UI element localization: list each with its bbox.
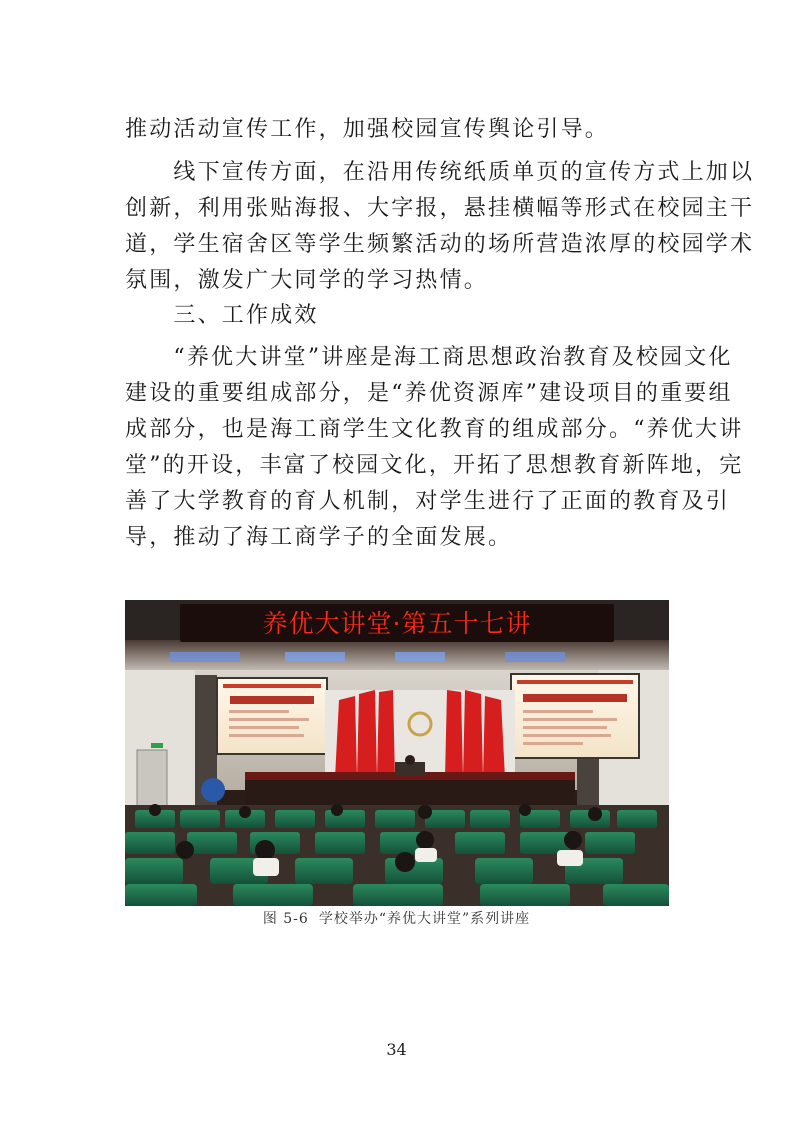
text-line: 建设的重要组成部分，是“养优资源库”建设项目的重要组 (125, 381, 733, 406)
text-line: 成部分，也是海工商学生文化教育的组成部分。“养优大讲 (125, 417, 744, 442)
lecture-hall-photo (125, 600, 669, 906)
text-line: 推动活动宣传工作，加强校园宣传舆论引导。 (125, 117, 610, 142)
paragraph (125, 112, 673, 148)
text-line: “养优大讲堂”讲座是海工商思想政治教育及校园文化 (125, 345, 733, 370)
text-line: 导，推动了海工商学子的全面发展。 (125, 525, 513, 550)
lecture-hall-illustration (125, 600, 669, 906)
text-line: 创新，利用张贴海报、大字报，悬挂横幅等形式在校园主干 (125, 196, 755, 221)
paragraph (125, 340, 744, 556)
banner-text: 养优大讲堂·第五十七讲 (262, 609, 532, 638)
text-line: 三、工作成效 (125, 303, 319, 328)
section-heading (125, 298, 673, 334)
text-line: 善了大学教育的育人机制，对学生进行了正面的教育及引 (125, 489, 731, 514)
emblem-icon (201, 778, 225, 802)
text-line: 氛围，激发广大同学的学习热情。 (125, 268, 489, 293)
page-number: 34 (386, 1040, 407, 1059)
figure-caption (0, 908, 793, 928)
text-line: 堂”的开设，丰富了校园文化，开拓了思想教育新阵地，完 (125, 453, 744, 478)
paragraph (125, 155, 755, 299)
figure-number: 图 5-6 (262, 911, 309, 927)
caption-text: 学校举办“养优大讲堂”系列讲座 (318, 911, 531, 927)
text-line: 道，学生宿舍区等学生频繁活动的场所营造浓厚的校园学术 (125, 232, 755, 257)
text-line: 线下宣传方面，在沿用传统纸质单页的宣传方式上加以 (125, 160, 755, 185)
projection-screen-right (511, 674, 639, 758)
projection-screen-left (217, 678, 327, 754)
